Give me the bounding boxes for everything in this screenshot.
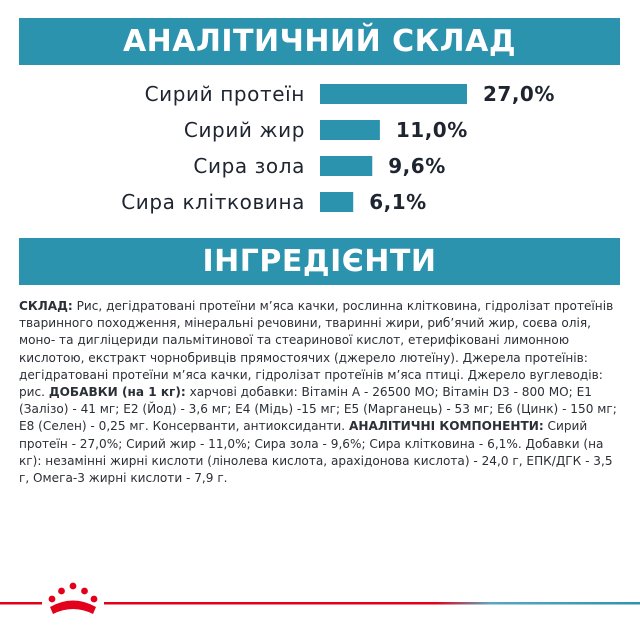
ingredients-header-title: ІНГРЕДІЄНТИ [202, 244, 437, 279]
ingredients-segment-bold: ДОБАВКИ (на 1 кг): [48, 385, 186, 400]
bar [320, 192, 353, 212]
nutrient-bar-chart [0, 0, 640, 230]
category-label: Сира клітковина [121, 190, 305, 214]
ingredients-segment: Рис, дегідратовані протеїни м’яса качки, рослинна клітковина, гідролізат протеїнів тваринного походження, мінеральні речовини, тваринні жири, риб’ячий жир, соєва олія, моно- та дигліцериди пальмітинової та стеаринової кислот, етерифіковані лимонною кислотою, екстракт чорнобривців прямостоячих (джерело лютеїну). Джерела протеїнів: дегідратовані протеїни м’яса качки, гідролізат протеїнів м’яса птиці. Джерело вуглеводів: рис. [19, 299, 614, 400]
value-label: 27,0% [483, 82, 555, 106]
ingredients-segment: Сирий протеїн - 27,0%; Сирий жир - 11,0%; Сира зола - 9,6%; Сира клітковина - 6,1%. Добавки (на кг): незамінні жирні кислоти (лінолева кислота, арахідонова кислота) - 24,0 г, ЕПК/ДГК - 3,5 г, Омега-3 жирні кислоти - 7,9 г. [19, 419, 613, 486]
category-label: Сирий жир [183, 118, 305, 142]
ingredients-segment-bold: АНАЛІТИЧНІ КОМПОНЕНТИ: [348, 419, 544, 434]
analysis-header-title: АНАЛІТИЧНИЙ СКЛАД [122, 24, 517, 59]
category-label: Сира зола [193, 154, 305, 178]
footer-line-left [0, 602, 42, 605]
footer-line-right [104, 602, 640, 605]
crown-logo-icon [49, 583, 98, 614]
value-label: 11,0% [395, 118, 468, 142]
ingredients-header [19, 238, 620, 285]
ingredients-text [19, 298, 619, 487]
value-label: 9,6% [388, 154, 446, 178]
footer-brand-strip [0, 580, 640, 640]
bar [320, 120, 380, 140]
category-label: Сирий протеїн [144, 82, 305, 106]
ingredients-segment-bold: СКЛАД: [19, 299, 73, 313]
ingredients-segment: харчові добавки: Вітамін А - 26500 МО; Вітамін D3 - 800 МО; Е1 (Залізо) - 41 мг; Е2 (Йод) - 3,6 мг; Е4 (Мідь) -15 мг; Е5 (Марганець) - 53 мг; Е6 (Цинк) - 150 мг; Е8 (Селен) - 0,25 мг. Консерванти, антиоксиданти. [19, 385, 617, 434]
bar [320, 156, 372, 176]
bar [320, 84, 467, 104]
value-label: 6,1% [369, 190, 427, 214]
